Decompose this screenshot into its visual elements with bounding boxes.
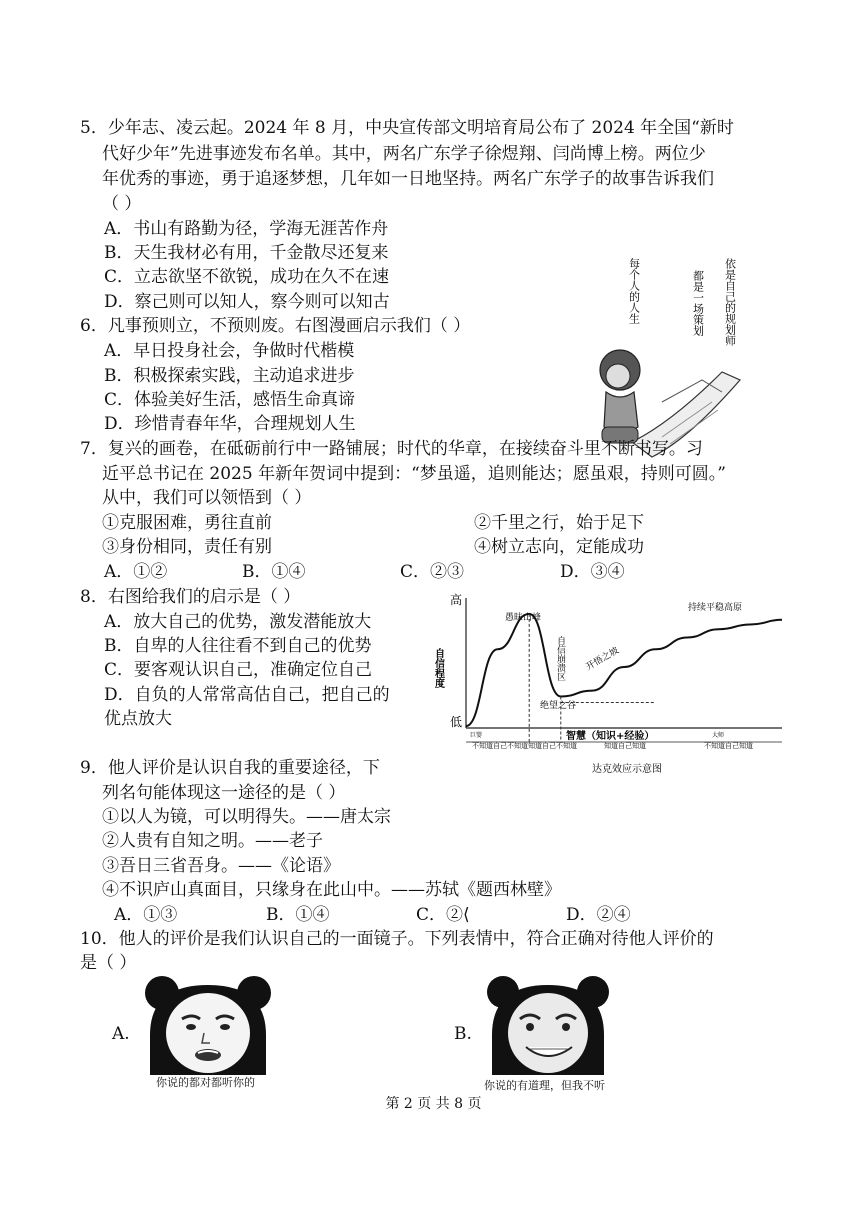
q5-stem-line-2: 代好少年”先进事迹发布名单。其中，两名广东学子徐煜翔、闫尚博上榜。两位少 [102, 144, 706, 164]
q6-cartoon-image [592, 252, 742, 462]
q9-stem-line-1: 9．他人评价是认识自我的重要途径，下 [80, 758, 380, 778]
dunning-kruger-chart [432, 588, 792, 778]
q5-option-b[interactable]: B．天生我材必有用，千金散尽还复来 [104, 243, 389, 263]
q9-statement-2: ②人贵有自知之明。——老子 [102, 831, 323, 851]
stage-label-1: 不知道自己不知道 [472, 742, 528, 750]
q5-stem-line-3: 年优秀的事迹，勇于追逐梦想，几年如一日地坚持。两名广东学子的故事告诉我们 [102, 169, 714, 189]
annotation-slope: 开悟之坡 [584, 645, 621, 673]
annotation-collapse: 自信崩溃区 [555, 636, 565, 681]
q5-stem-line-1: 5．少年志、凌云起。2024 年 8 月，中央宣传部文明培育局公布了 2024 年全国“新时 [80, 118, 734, 138]
q10-stem-line-2: 是（ ） [80, 953, 137, 973]
q9-option-d[interactable]: D．②④ [566, 905, 631, 925]
y-axis-label: 自信程度 [432, 648, 444, 688]
stage-label-3: 知道自己知道 [604, 742, 646, 750]
q8-stem: 8．右图给我们的启示是（ ） [80, 587, 301, 607]
stage-title-4: 大师 [712, 732, 725, 739]
q7-option-a[interactable]: A．①② [104, 562, 168, 582]
q8-option-a[interactable]: A．放大自己的优势，激发潜能放大 [104, 612, 372, 632]
q8-option-c[interactable]: C．要客观认识自己，准确定位自己 [104, 660, 373, 680]
q7-option-c[interactable]: C．②③ [400, 562, 465, 582]
q7-stem-line-3: 从中，我们可以领悟到（ ） [102, 488, 312, 508]
confidence-curve [466, 614, 782, 726]
q9-option-c[interactable]: C．②⟨ [416, 905, 470, 925]
q7-option-b[interactable]: B．①④ [242, 562, 306, 582]
q8-option-d[interactable]: D．自负的人常常高估自己，把自己的 [104, 685, 390, 705]
y-axis-high-label: 高 [450, 593, 463, 607]
q9-statement-4: ④不识庐山真面目，只缘身在此山中。——苏轼《题西林壁》 [102, 880, 561, 900]
y-axis-low-label: 低 [450, 715, 463, 729]
cartoon-text-1: 依是自己的规划师 [723, 258, 737, 346]
q5-stem-blank: （ ） [102, 194, 142, 214]
q5-option-d[interactable]: D．察己则可以知人，察今则可以知古 [104, 292, 390, 312]
q9-statement-3: ③吾日三省吾身。——《论语》 [102, 856, 340, 876]
q6-option-b[interactable]: B．积极探索实践，主动追求进步 [104, 366, 355, 386]
meme-a-caption: 你说的都对都听你的 [156, 1076, 255, 1089]
cartoon-text-3: 每个人的人生 [627, 258, 641, 324]
q8-option-b[interactable]: B．自卑的人往往看不到自己的优势 [104, 636, 372, 656]
q7-statement-4: ④树立志向，定能成功 [474, 537, 644, 557]
q10-option-b[interactable]: B. [454, 1024, 472, 1044]
chart-title: 达克效应示意图 [592, 764, 662, 775]
stage-label-4: 不知道自己知道 [704, 742, 753, 750]
q7-option-d[interactable]: D．③④ [560, 562, 625, 582]
page-footer: 第 2 页 共 8 页 [385, 1096, 482, 1112]
q5-option-c[interactable]: C．立志欲坚不欲锐，成功在久不在速 [104, 267, 390, 287]
panda-meme-a[interactable] [144, 975, 272, 1075]
q5-option-a[interactable]: A．书山有路勤为径，学海无涯苦作舟 [104, 219, 389, 239]
stage-title-1: 巨婴 [470, 732, 483, 739]
meme-b-caption: 你说的有道理，但我不听 [484, 1079, 605, 1092]
q9-statement-1: ①以人为镜，可以明得失。——唐太宗 [102, 807, 391, 827]
q10-stem-line-1: 10．他人的评价是我们认识自己的一面镜子。下列表情中，符合正确对待他人评价的 [80, 929, 714, 949]
annotation-plateau: 持续平稳高原 [688, 603, 743, 613]
q7-statement-1: ①克服困难，勇往直前 [102, 513, 272, 533]
annotation-valley: 绝望之谷 [540, 701, 577, 711]
q7-stem-line-1: 7．复兴的画卷，在砥砺前行中一路铺展；时代的华章，在接续奋斗里不断书写。习 [80, 439, 703, 459]
annotation-peak: 愚昧山峰 [505, 613, 542, 623]
q6-option-d[interactable]: D．珍惜青春年华，合理规划人生 [104, 414, 356, 434]
q7-statement-2: ②千里之行，始于足下 [474, 513, 644, 533]
panda-meme-b[interactable] [486, 975, 610, 1075]
q6-stem: 6．凡事预则立，不预则废。右图漫画启示我们（ ） [80, 316, 471, 336]
q7-stem-line-2: 近平总书记在 2025 年新年贺词中提到：“梦虽遥，追则能达；愿虽艰，持则可圆。” [102, 464, 726, 484]
q9-option-b[interactable]: B．①④ [266, 905, 330, 925]
x-axis-label: 智慧（知识+经验） [566, 731, 655, 742]
q6-option-a[interactable]: A．早日投身社会，争做时代楷模 [104, 341, 355, 361]
q6-option-c[interactable]: C．体验美好生活，感悟生命真谛 [104, 390, 356, 410]
q7-statement-3: ③身份相同，责任有别 [102, 537, 272, 557]
q9-stem-line-2: 列名句能体现这一途径的是（ ） [102, 783, 346, 803]
q9-option-a[interactable]: A．①③ [114, 905, 178, 925]
cartoon-text-2: 都是一场策划 [691, 270, 705, 336]
q10-option-a[interactable]: A. [112, 1024, 130, 1044]
stage-label-2: 知道自己不知道 [528, 742, 577, 750]
q8-option-d-continued: 优点放大 [104, 709, 172, 729]
